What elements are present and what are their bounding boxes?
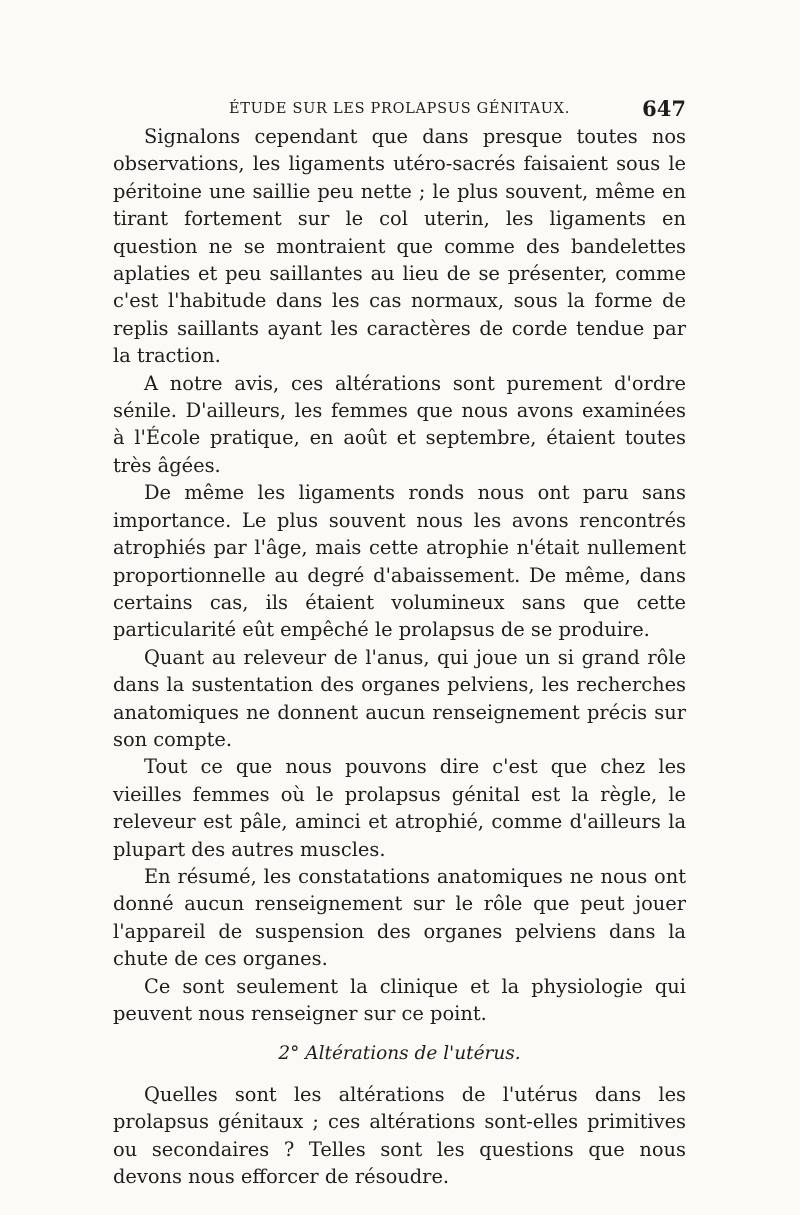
running-header xyxy=(113,96,686,122)
section-subheading: 2° Altérations de l'utérus. xyxy=(278,1043,521,1065)
paragraph-alterations-seniles: A notre avis, ces altérations sont purement d'ordre sénile. D'ailleurs, les femmes que nous avons examinées à l'École pratique, en août et septembre, étaient toutes très âgées. xyxy=(113,371,686,477)
paragraph-ligaments-utero-sacres: Signalons cependant que dans presque toutes nos observations, les ligaments utéro-sacrés faisaient sous le péritoine une saillie peu nette ; le plus souvent, même en tirant fortement sur le col uterin, les ligaments en question ne se montraient que comme des bandelettes aplaties et peu saillantes au lieu de se présenter, comme c'est l'habitude dans les cas normaux, sous la forme de replis saillants ayant les caractères de corde tendue par la traction. xyxy=(113,125,686,368)
paragraph-clinique-physiologie: Ce sont seulement la clinique et la physiologie qui peuvent nous renseigner sur ce point. xyxy=(113,974,686,1025)
paragraph-vieilles-femmes: Tout ce que nous pouvons dire c'est que chez les vieilles femmes où le prolapsus génital est la règle, le releveur est pâle, aminci et atrophié, comme d'ailleurs la plupart des autres muscles. xyxy=(113,755,686,861)
paragraph-alterations-uterus: Quelles sont les altérations de l'utérus dans les prolapsus génitaux ; ces altérations sont-elles primitives ou secondaires ? Telles sont les questions que nous devons nous efforcer de résoudre. xyxy=(113,1082,686,1189)
paragraph-ligaments-ronds: De même les ligaments ronds nous ont paru sans importance. Le plus souvent nous les avons rencontrés atrophiés par l'âge, mais cette atrophie n'était nullement proportionnelle au degré d'abaissement. De même, dans certains cas, ils étaient volumineux sans que cette particularité eût empêché le prolapsus de se produire. xyxy=(113,481,686,642)
body-text xyxy=(113,123,686,1190)
running-title: ÉTUDE SUR LES PROLAPSUS GÉNITAUX. xyxy=(228,101,571,117)
paragraph-releveur-anus: Quant au releveur de l'anus, qui joue un si grand rôle dans la sustentation des organes pelviens, les recherches anatomiques ne donnent aucun renseignement précis sur son compte. xyxy=(113,645,686,751)
paragraph-en-resume: En résumé, les constatations anatomiques ne nous ont donné aucun renseignement sur le rôle que peut jouer l'appareil de suspension des organes pelviens dans la chute de ces organes. xyxy=(113,864,686,971)
page-number: 647 xyxy=(642,96,686,121)
